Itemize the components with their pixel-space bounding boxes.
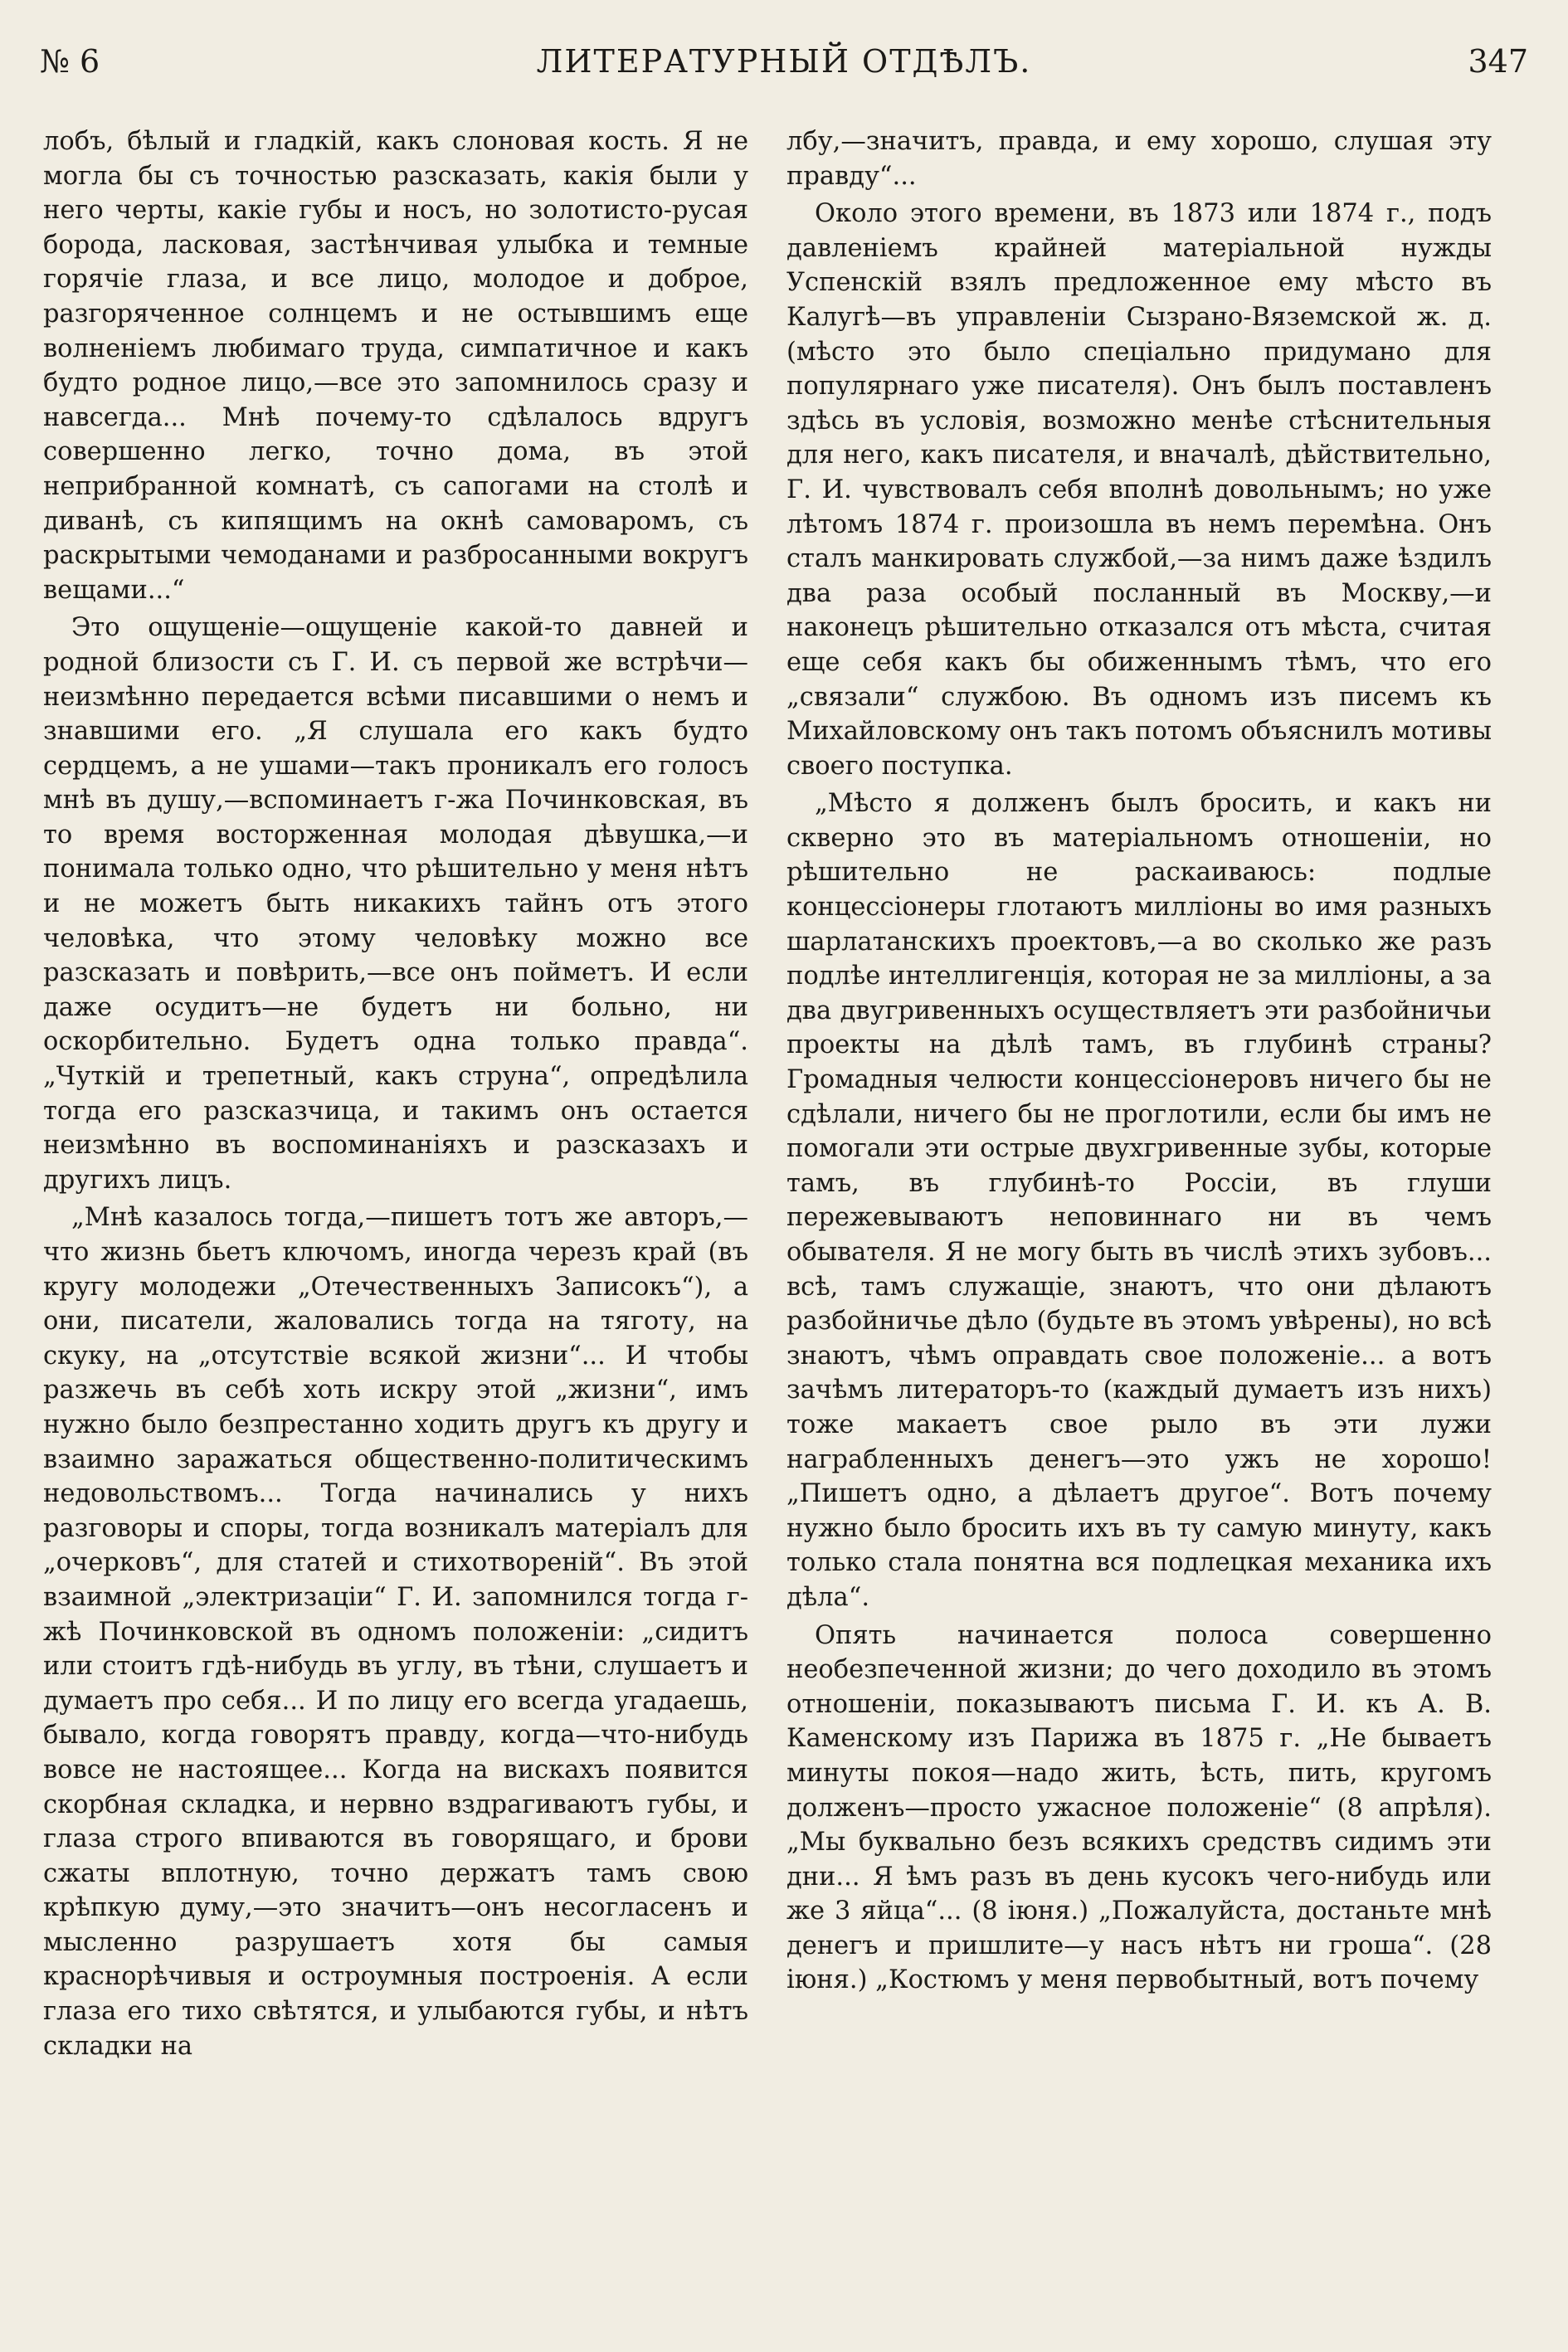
- paragraph: „Мнѣ казалось тогда,—пишетъ тотъ же авторъ,—что жизнь бьетъ ключомъ, иногда черезъ край (въ кругу молодежи „Отечественныхъ Записокъ“), а они, писатели, жаловались тогда на тяготу, на скуку, на „отсутствіе всякой жизни“... И чтобы разжечь въ себѣ хоть искру этой „жизни“, имъ нужно было безпрестанно ходить другъ къ другу и взаимно заражаться общественно-политическимъ недовольствомъ... Тогда начинались у нихъ разговоры и споры, тогда возникалъ матеріалъ для „очерковъ“, для статей и стихотвореній“. Въ этой взаимной „электризаціи“ Г. И. запомнился тогда г-жѣ Починковской въ одномъ положеніи: „сидитъ или стоитъ гдѣ-нибудь въ углу, въ тѣни, слушаетъ и думаетъ про себя... И по лицу его всегда угадаешь, бывало, когда говорятъ правду, когда—что-нибудь вовсе не настоящее... Когда на вискахъ появится скорбная складка, и нервно вздрагиваютъ губы, и глаза строго впиваются въ говорящаго, и брови сжаты вплотную, точно держатъ тамъ свою крѣпкую думу,—это значитъ—онъ несогласенъ и мысленно разрушаетъ хотя бы самыя краснорѣчивыя и остроумныя построенія. А если глаза его тихо свѣтятся, и улыбаются губы, и нѣтъ складки на: [43, 1203, 748, 2061]
- right-column: [786, 124, 1492, 2331]
- section-title: ЛИТЕРАТУРНЫЙ ОТДѢЛЪ.: [536, 43, 1032, 80]
- paragraph: лбу,—значитъ, правда, и ему хорошо, слушая эту правду“...: [786, 127, 1492, 191]
- paragraph: Опять начинается полоса совершенно необезпеченной жизни; до чего доходило въ этомъ отношеніи, показываютъ письма Г. И. къ А. В. Каменскому изъ Парижа въ 1875 г. „Не бываетъ минуты покоя—надо жить, ѣсть, пить, кругомъ долженъ—просто ужасное положеніе“ (8 апрѣля). „Мы буквально безъ всякихъ средствъ сидимъ эти дни... Я ѣмъ разъ въ день кусокъ чего-нибудь или же 3 яйца“... (8 іюня.) „Пожалуйста, достаньте мнѣ денегъ и пришлите—у насъ нѣтъ ни гроша“. (28 іюня.) „Костюмъ у меня первобытный, вотъ почему: [786, 1620, 1492, 1995]
- paragraph: „Мѣсто я долженъ былъ бросить, и какъ ни скверно это въ матеріальномъ отношеніи, но рѣшительно не раскаиваюсь: подлые концессіонеры глотаютъ милліоны во имя разныхъ шарлатанскихъ проектовъ,—а во сколько же разъ подлѣе интеллигенція, которая не за милліоны, а за два двугривенныхъ осуществляетъ эти разбойничьи проекты на дѣлѣ тамъ, въ глубинѣ страны? Громадныя челюсти концессіонеровъ ничего бы не сдѣлали, ничего бы не проглотили, если бы имъ не помогали эти острые двухгривенные зубы, которые тамъ, въ глубинѣ-то Россіи, въ глуши пережевываютъ неповиннаго ни въ чемъ обывателя. Я не могу быть въ числѣ этихъ зубовъ... всѣ, тамъ служащіе, знаютъ, что они дѣлаютъ разбойничье дѣло (будьте въ этомъ увѣрены), но всѣ знаютъ, чѣмъ оправдать свое положеніе... а вотъ зачѣмъ литераторъ-то (каждый думаетъ изъ нихъ) тоже макаетъ свое рыло въ эти лужи награбленныхъ денегъ—это ужъ не хорошо! „Пишетъ одно, а дѣлаетъ другое“. Вотъ почему нужно было бросить ихъ въ ту самую минуту, какъ только стала понятна вся подлецкая механика ихъ дѣла“.: [786, 789, 1492, 1612]
- paragraph: лобъ, бѣлый и гладкій, какъ слоновая кость. Я не могла бы съ точностью разсказать, какія были у него черты, какіе губы и носъ, но золотисто-русая борода, ласковая, застѣнчивая улыбка и темные горячіе глаза, и все лицо, молодое и доброе, разгоряченное солнцемъ и не остывшимъ еще волненіемъ любимаго труда, симпатичное и какъ будто родное лицо,—все это запомнилось сразу и навсегда... Мнѣ почему-то сдѣлалось вдругъ совершенно легко, точно дома, въ этой неприбранной комнатѣ, съ сапогами на столѣ и диванѣ, съ кипящимъ на окнѣ самоваромъ, съ раскрытыми чемоданами и разбросанными вокругъ вещами...“: [43, 127, 748, 605]
- left-column: [43, 124, 748, 2331]
- page-number: 347: [1468, 43, 1528, 80]
- page-header: [40, 43, 1528, 90]
- paragraph: Около этого времени, въ 1873 или 1874 г., подъ давленіемъ крайней матеріальной нужды Успенскій взялъ предложенное ему мѣсто въ Калугѣ—въ управленіи Сызрано-Вяземской ж. д. (мѣсто это было спеціально придумано для популярнаго уже писателя). Онъ былъ поставленъ здѣсь въ условія, возможно менѣе стѣснительныя для него, какъ писателя, и вначалѣ, дѣйствительно, Г. И. чувствовалъ себя вполнѣ довольнымъ; но уже лѣтомъ 1874 г. произошла въ немъ перемѣна. Онъ сталъ манкировать службой,—за нимъ даже ѣздилъ два раза особый посланный въ Москву,—и наконецъ рѣшительно отказался отъ мѣста, считая еще себя какъ бы обиженнымъ тѣмъ, что его „связали“ службою. Въ одномъ изъ писемъ къ Михайловскому онъ такъ потомъ объяснилъ мотивы своего поступка.: [786, 199, 1492, 781]
- issue-number: № 6: [40, 43, 100, 80]
- paragraph: Это ощущеніе—ощущеніе какой-то давней и родной близости съ Г. И. съ первой же встрѣчи—неизмѣнно передается всѣми писавшими о немъ и знавшими его. „Я слушала его какъ будто сердцемъ, а не ушами—такъ проникалъ его голосъ мнѣ въ душу,—вспоминаетъ г-жа Починковская, въ то время восторженная молодая дѣвушка,—и понимала только одно, что рѣшительно у меня нѣтъ и не можетъ быть никакихъ тайнъ отъ этого человѣка, что этому человѣку можно все разсказать и повѣрить,—все онъ пойметъ. И если даже осудитъ—не будетъ ни больно, ни оскорбительно. Будетъ одна только правда“. „Чуткій и трепетный, какъ струна“, опредѣлила тогда его разсказчица, и такимъ онъ остается неизмѣнно въ воспоминаніяхъ и разсказахъ и другихъ лицъ.: [43, 613, 748, 1195]
